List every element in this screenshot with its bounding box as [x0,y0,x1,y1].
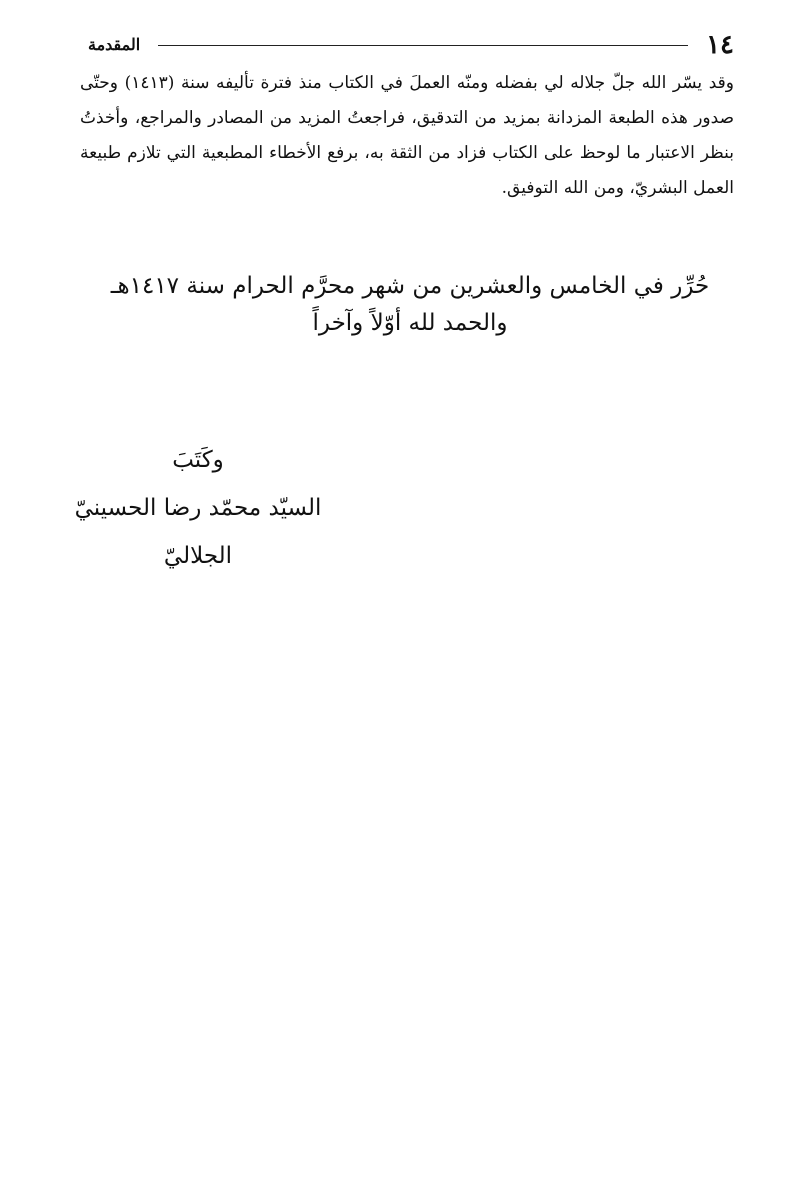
page-number: ١٤ [706,30,734,60]
author-name-line-1: السيّد محمّد رضا الحسينيّ [74,495,322,521]
dateline [110,268,710,342]
author-name-line-2: الجلاليّ [163,543,233,569]
running-head [88,30,734,60]
dateline-line-1: حُرِّر في الخامس والعشرين من شهر محرَّم الحرام سنة ١٤١٧هـ [110,273,710,299]
body-text [80,66,734,206]
signature-intro: وكَتَبَ [172,447,224,473]
section-title: المقدمة [88,35,141,54]
dateline-line-2: والحمد لله أوّلاً وآخراً [312,310,508,336]
body-paragraph: وقد يسّر الله جلّ جلاله لي بفضله ومنّه العملَ في الكتاب منذ فترة تأليفه سنة (١٤١٣) وحتّى صدور هذه الطبعة المزدانة بمزيد من التدقيق، فراجعتُ المزيد من المصادر والمراجع، وأخذتُ بنظر الاعتبار ما لوحظ على الكتاب فزاد من الثقة به، برفع الأخطاء المطبعية التي تلازم طبيعة العمل البشريّ، ومن الله التوفيق. [80,73,734,198]
signature-block [40,436,356,580]
header-rule [158,45,688,46]
